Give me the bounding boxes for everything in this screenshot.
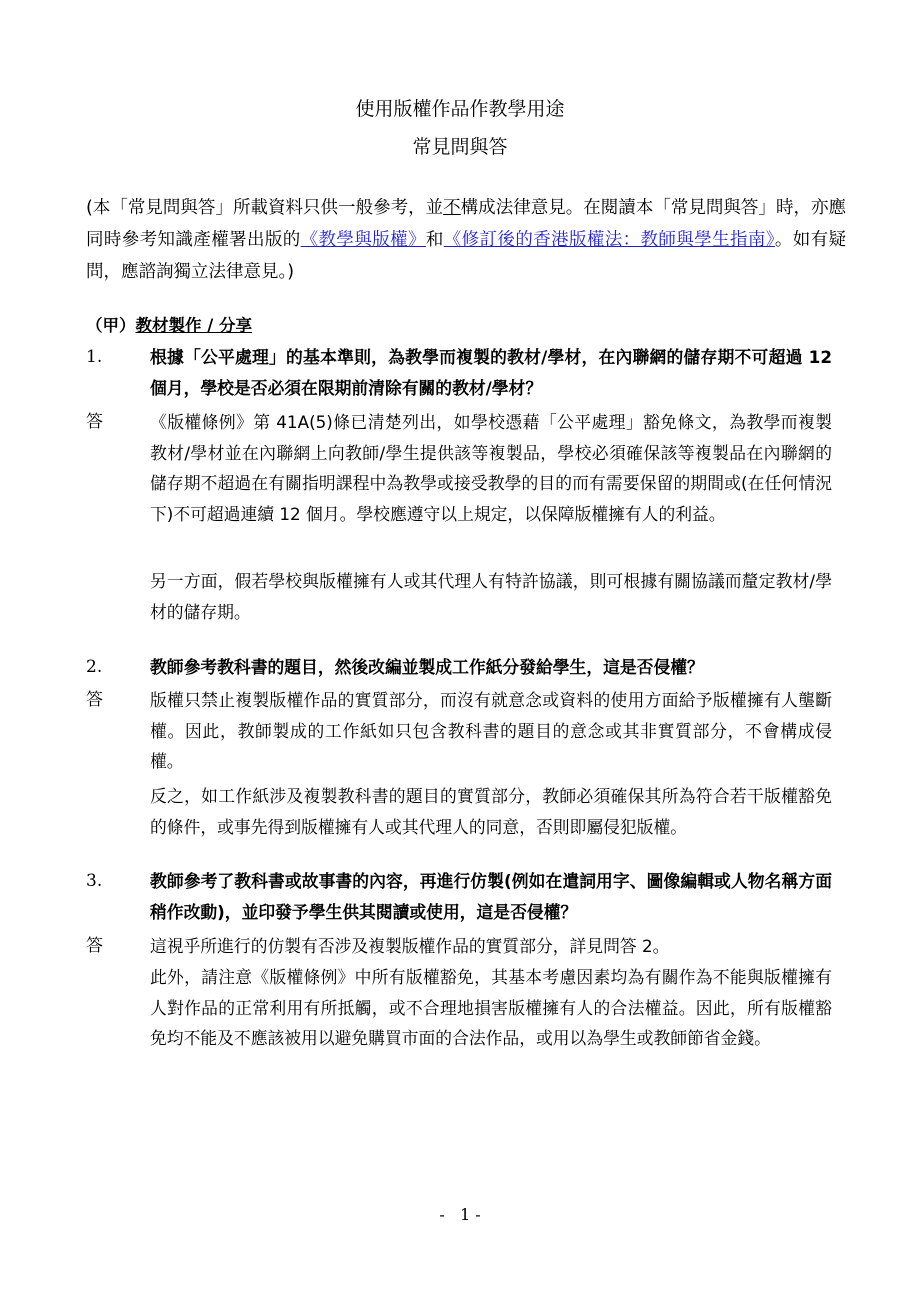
answer-paragraph: 版權只禁止複製版權作品的實質部分，而沒有就意念或資料的使用方面給予版權擁有人壟斷權。因此，教師製成的工作紙如只包含教科書的題目的意念或其非實質部分，不會構成侵權。 xyxy=(150,690,832,771)
document-subtitle: 常見問與答 xyxy=(412,136,508,158)
intro-connector: 和 xyxy=(425,230,444,250)
answer-label: 答 xyxy=(86,690,103,710)
question-number: 3. xyxy=(86,871,103,891)
intro-text-1: (本「常見問與答」所載資料只供一般參考，並 xyxy=(86,198,444,218)
intro-underlined-word: 不 xyxy=(443,198,461,218)
answer-label: 答 xyxy=(86,412,103,432)
section-title: 教材製作 / 分享 xyxy=(135,316,253,335)
section-prefix: （甲） xyxy=(86,316,136,335)
intro-text-3: 。如有疑問，應諮詢獨立法律意見。) xyxy=(86,230,847,282)
answer-paragraph: 這視乎所進行的仿製有否涉及複製版權作品的實質部分，詳見問答 2。 xyxy=(150,936,670,956)
intro-text-2: 構成法律意見。在閱讀本「常見問與答」時，亦應同時參考知識產權署出版的 xyxy=(86,198,846,250)
section-heading xyxy=(86,313,252,339)
question-text: 教師參考教科書的題目，然後改編並製成工作紙分發給學生，這是否侵權？ xyxy=(150,657,704,677)
page-number: - 1 - xyxy=(439,1205,481,1224)
answer-paragraph: 《版權條例》第 41A(5)條已清楚列出，如學校憑藉「公平處理」豁免條文，為教學而複製教材/學材並在內聯網上向教師/學生提供該等複製品，學校必須確保該等複製品在內聯網的儲存期不超過在有關指明課程中為教學或接受教學的目的而有需要保留的期間或(在任何情況下)不可超過連續 12 個月。學校應遵守以上規定，以保障版權擁有人的利益。 xyxy=(150,412,832,524)
question-number: 1. xyxy=(86,347,103,367)
answer-paragraph: 另一方面，假若學校與版權擁有人或其代理人有特許協議，則可根據有關協議而釐定教材/學材的儲存期。 xyxy=(150,571,832,622)
question-text: 教師參考了教科書或故事書的內容，再進行仿製(例如在遣詞用字、圖像編輯或人物名稱方面稍作改動)，並印發予學生供其閱讀或使用，這是否侵權？ xyxy=(150,871,832,922)
document-title: 使用版權作品作教學用途 xyxy=(355,98,565,120)
answer-paragraph: 此外，請注意《版權條例》中所有版權豁免，其基本考慮因素均為有關作為不能與版權擁有人對作品的正常利用有所抵觸，或不合理地損害版權擁有人的合法權益。因此，所有版權豁免均不能及不應該被用以避免購買市面的合法作品，或用以為學生或教師節省金錢。 xyxy=(150,967,832,1048)
answer-label: 答 xyxy=(86,936,103,956)
answer-paragraph: 反之，如工作紙涉及複製教科書的題目的實質部分，教師必須確保其所為符合若干版權豁免的條件，或事先得到版權擁有人或其代理人的同意，否則即屬侵犯版權。 xyxy=(150,786,832,837)
question-text: 根據「公平處理」的基本準則，為教學而複製的教材/學材，在內聯網的儲存期不可超過 12 個月，學校是否必須在限期前清除有關的教材/學材？ xyxy=(150,347,832,398)
link-teaching-and-copyright[interactable]: 《教學與版權》 xyxy=(300,230,426,250)
intro-paragraph xyxy=(86,192,846,288)
link-teachers-students-guide[interactable]: 《修訂後的香港版權法：教師與學生指南》 xyxy=(443,230,775,250)
question-number: 2. xyxy=(86,657,103,677)
